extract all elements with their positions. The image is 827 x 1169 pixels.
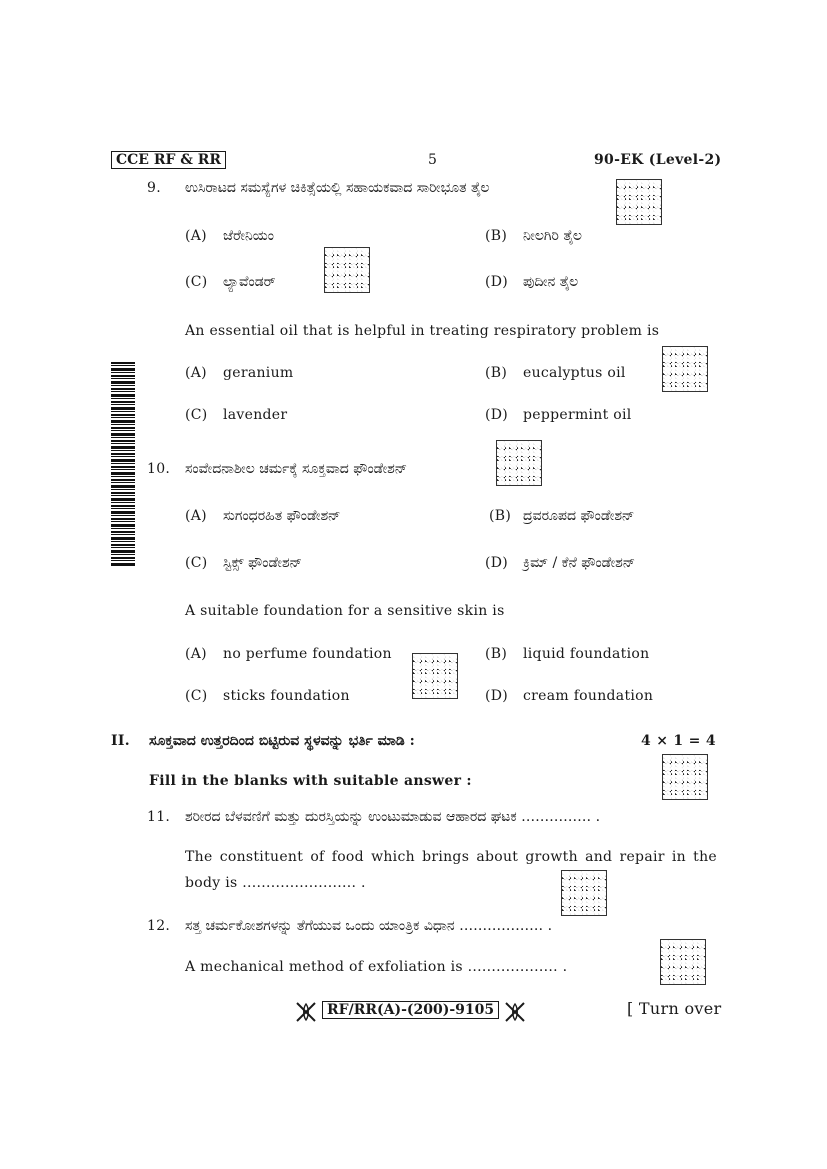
ornament-icon bbox=[503, 1000, 527, 1024]
footer-code: RF/RR(A)-(200)-9105 bbox=[322, 1001, 499, 1019]
question-11-number: 11. bbox=[147, 809, 171, 825]
section-numeral: II. bbox=[111, 733, 130, 749]
section-kannada-heading: ಸೂಕ್ತವಾದ ಉತ್ತರದಿಂದ ಬಿಟ್ಟಿರುವ ಸ್ಥಳವನ್ನು ಭರ್ತಿ ಮಾಡಿ : bbox=[149, 733, 415, 749]
question-9-kannada-stem: ಉಸಿರಾಟದ ಸಮಸ್ಯೆಗಳ ಚಿಕಿತ್ಸೆಯಲ್ಲಿ ಸಹಾಯಕವಾದ ಸಾರೀಭೂತ ತೈಲ bbox=[185, 180, 490, 196]
header-right-label: 90-EK (Level-2) bbox=[594, 152, 722, 168]
section-marks: 4 × 1 = 4 bbox=[641, 733, 716, 749]
question-10-english-stem: A suitable foundation for a sensitive skin is bbox=[185, 603, 505, 619]
option-text: ಜೆರೇನಿಯಂ bbox=[223, 228, 274, 244]
option-text: ಕ್ರಿಮ್ / ಕೆನೆ ಫೌಂಡೇಶನ್ bbox=[523, 555, 636, 571]
turn-over-label: [ Turn over bbox=[627, 999, 722, 1018]
qr-code-icon bbox=[617, 180, 661, 224]
option-label: (C) bbox=[185, 407, 208, 423]
side-barcode bbox=[111, 362, 135, 566]
option-label: (C) bbox=[185, 688, 208, 704]
question-11-kannada-text: ಶರೀರದ ಬೆಳವಣಿಗೆ ಮತ್ತು ದುರಸ್ತಿಯನ್ನು ಉಂಟುಮಾಡುವ ಆಹಾರದ ಘಟಕ …………… . bbox=[185, 809, 601, 825]
option-text: ಸುಗಂಧರಹಿತ ಫೌಂಡೇಶನ್ bbox=[223, 508, 341, 524]
page-number: 5 bbox=[428, 152, 438, 168]
option-text: cream foundation bbox=[523, 688, 654, 704]
option-label: (D) bbox=[485, 555, 509, 571]
option-label: (A) bbox=[185, 228, 207, 244]
ornament-icon bbox=[294, 1000, 318, 1024]
option-label: (C) bbox=[185, 274, 208, 290]
section-english-heading: Fill in the blanks with suitable answer : bbox=[149, 773, 472, 789]
option-text: eucalyptus oil bbox=[523, 365, 626, 381]
qr-code-icon bbox=[497, 441, 541, 485]
option-text: ನೀಲಗಿರಿ ತೈಲ bbox=[523, 228, 582, 244]
question-9-number: 9. bbox=[147, 180, 161, 196]
option-label: (B) bbox=[485, 646, 508, 662]
option-label: (D) bbox=[485, 274, 509, 290]
option-label: (A) bbox=[185, 365, 207, 381]
question-12-english-text: A mechanical method of exfoliation is ................... . bbox=[185, 959, 568, 975]
question-10-number: 10. bbox=[147, 461, 171, 477]
qr-code-icon bbox=[661, 940, 705, 984]
option-label: (D) bbox=[485, 688, 509, 704]
option-text: ಲ್ಯಾವೆಂಡರ್ bbox=[223, 274, 276, 290]
option-text: geranium bbox=[223, 365, 294, 381]
header-left-label: CCE RF & RR bbox=[111, 151, 226, 169]
question-12-kannada-text: ಸತ್ತ ಚರ್ಮಕೋಶಗಳನ್ನು ತೆಗೆಯುವ ಒಂದು ಯಾಂತ್ರಿಕ ವಿಧಾನ ……………… . bbox=[185, 918, 553, 934]
question-10-kannada-stem: ಸಂವೇದನಾಶೀಲ ಚರ್ಮಕ್ಕೆ ಸೂಕ್ತವಾದ ಫೌಂಡೇಶನ್ bbox=[185, 461, 408, 477]
option-label: (C) bbox=[185, 555, 208, 571]
qr-code-icon bbox=[663, 347, 707, 391]
option-text: sticks foundation bbox=[223, 688, 350, 704]
option-label: (A) bbox=[185, 508, 207, 524]
option-text: ದ್ರವರೂಪದ ಫೌಂಡೇಶನ್ bbox=[523, 508, 635, 524]
qr-code-icon bbox=[663, 755, 707, 799]
option-label: (B) bbox=[485, 228, 508, 244]
question-12-number: 12. bbox=[147, 918, 171, 934]
option-text: ಸ್ಟಿಕ್ಸ್ ಫೌಂಡೇಶನ್ bbox=[223, 555, 302, 571]
question-9-english-stem: An essential oil that is helpful in treating respiratory problem is bbox=[185, 323, 660, 339]
qr-code-icon bbox=[325, 248, 369, 292]
option-label: (B) bbox=[485, 365, 508, 381]
option-label: (D) bbox=[485, 407, 509, 423]
option-label: (B) bbox=[489, 508, 512, 524]
option-text: ಪುದೀನ ತೈಲ bbox=[523, 274, 579, 290]
question-11-english-text: The constituent of food which brings about growth and repair in the body is ........................ . bbox=[185, 849, 717, 891]
option-text: peppermint oil bbox=[523, 407, 632, 423]
option-text: liquid foundation bbox=[523, 646, 650, 662]
qr-code-icon bbox=[413, 654, 457, 698]
option-text: no perfume foundation bbox=[223, 646, 392, 662]
option-label: (A) bbox=[185, 646, 207, 662]
option-text: lavender bbox=[223, 407, 288, 423]
